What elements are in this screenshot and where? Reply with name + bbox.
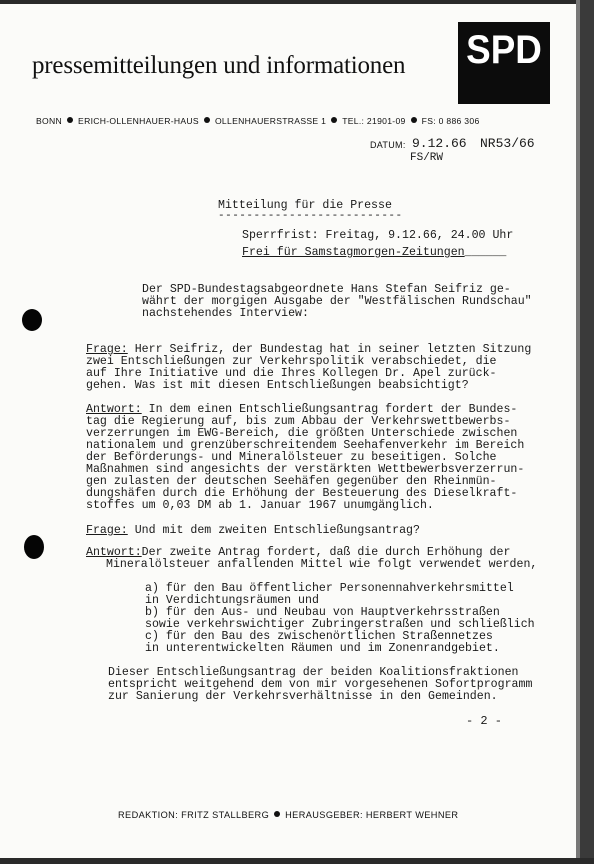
release-for-text: Frei für Samstagmorgen-Zeitungen <box>242 246 465 259</box>
footer-editor: REDAKTION: FRITZ STALLBERG <box>118 810 270 820</box>
spd-logo: SPD <box>458 22 550 104</box>
question-1-line: auf Ihre Initiative und die Ihres Kollegen Dr. Apel zurück- <box>86 367 497 380</box>
release-for-tail: ______ <box>464 246 507 259</box>
contact-city: BONN <box>36 116 63 126</box>
contact-telex: FS: 0 886 306 <box>421 116 480 126</box>
answer-label: Antwort: <box>86 403 142 416</box>
bullet-icon <box>411 117 417 123</box>
scan-edge-right <box>580 0 594 864</box>
masthead-title: pressemitteilungen und informationen <box>32 52 406 79</box>
answer-label: Antwort: <box>86 546 142 559</box>
closing-line: zur Sanierung der Verkehrsverhältnisse in den Gemeinden. <box>108 690 498 703</box>
question-2-text: Und mit dem zweiten Entschließungsantrag? <box>127 524 420 537</box>
contact-building: ERICH-OLLENHAUER-HAUS <box>78 116 199 126</box>
answer-1-text: In dem einen Entschließungsantrag fordert der Bundes- <box>141 403 518 416</box>
intro-line: nachstehendes Interview: <box>142 307 309 320</box>
list-item: sowie verkehrswichtiger Zubringerstraßen und schließlich <box>145 618 535 631</box>
answer-1-line: Maßnahmen sind angesichts der verstärkten Wettbewerbsverzerrun- <box>86 463 525 476</box>
answer-1-line: tag die Regierung auf, bis zum Abbau der Verkehrswettbewerbs- <box>86 415 511 428</box>
contact-phone: TEL.: 21901-09 <box>342 116 406 126</box>
intro-line: währt der morgigen Ausgabe der "Westfälischen Rundschau" <box>142 295 532 308</box>
question-1-line: gehen. Was ist mit diesen Entschließungen beabsichtigt? <box>86 379 469 392</box>
question-label: Frage: <box>86 343 128 356</box>
datum-value: 9.12.66 <box>412 136 467 151</box>
question-2-line <box>86 524 420 537</box>
answer-1-line: gen zulasten der deutschen Seehäfen gegenüber den Rheinmün- <box>86 475 497 488</box>
title-rule: -------------------------- <box>218 210 403 222</box>
answer-2-line: Mineralölsteuer anfallenden Mittel wie folgt verwendet werden, <box>106 558 538 571</box>
list-item: a) für den Bau öffentlicher Personennahverkehrsmittel <box>145 582 514 595</box>
bullet-icon <box>204 117 210 123</box>
answer-1-line: nationalem und grenzüberschreitendem Seehafenverkehr im Bereich <box>86 439 525 452</box>
list-item: in Verdichtungsräumen und <box>145 594 319 607</box>
datum-label: DATUM: <box>370 140 406 150</box>
list-item: c) für den Bau des zwischenörtlichen Straßennetzes <box>145 630 493 643</box>
bullet-icon <box>331 117 337 123</box>
scan-edge-top <box>0 0 594 4</box>
embargo-line: Sperrfrist: Freitag, 9.12.66, 24.00 Uhr <box>242 229 514 242</box>
intro-line: Der SPD-Bundestagsabgeordnete Hans Stefan Seifriz ge- <box>142 283 511 296</box>
question-1-text: Herr Seifriz, der Bundestag hat in seiner letzten Sitzung <box>127 343 532 356</box>
answer-1-line: stoffes um 0,03 DM ab 1. Januar 1967 unumgänglich. <box>86 499 434 512</box>
release-for-line <box>242 246 506 259</box>
bullet-icon <box>274 811 280 817</box>
release-title: Mitteilung für die Presse <box>218 199 392 212</box>
closing-line: Dieser Entschließungsantrag der beiden Koalitionsfraktionen <box>108 666 519 679</box>
footer-publisher: HERAUSGEBER: HERBERT WEHNER <box>285 810 459 820</box>
scan-edge-bottom <box>0 858 594 864</box>
answer-1-line: dungshäfen durch die Erhöhung der Besteuerung des Dieselkraft- <box>86 487 518 500</box>
closing-line: entspricht weitgehend dem von mir vorgesehenen Sofortprogramm <box>108 678 533 691</box>
list-item: b) für den Aus- und Neubau von Hauptverkehrsstraßen <box>145 606 500 619</box>
footer <box>118 810 458 820</box>
answer-1-line: verzerrungen im EWG-Bereich, die größten Unterschiede zwischen <box>86 427 518 440</box>
answer-1-line: der Beförderungs- und Mineralölsteuer zu beseitigen. Solche <box>86 451 497 464</box>
question-1-line: zwei Entschließungen zur Verkehrspolitik verabschiedet, die <box>86 355 497 368</box>
punch-hole-mark <box>24 535 44 559</box>
list-item: in unterentwickelten Räumen und im Zonenrandgebiet. <box>145 642 500 655</box>
answer-2-text: Der zweite Antrag fordert, daß die durch Erhöhung der <box>141 546 511 559</box>
author-initials: FS/RW <box>410 152 444 164</box>
punch-hole-mark <box>22 309 42 331</box>
contact-line <box>36 116 480 126</box>
release-number: NR53/66 <box>480 136 535 151</box>
page-number: - 2 - <box>466 714 503 728</box>
question-label: Frage: <box>86 524 128 537</box>
bullet-icon <box>67 117 73 123</box>
contact-street: OLLENHAUERSTRASSE 1 <box>214 116 327 126</box>
